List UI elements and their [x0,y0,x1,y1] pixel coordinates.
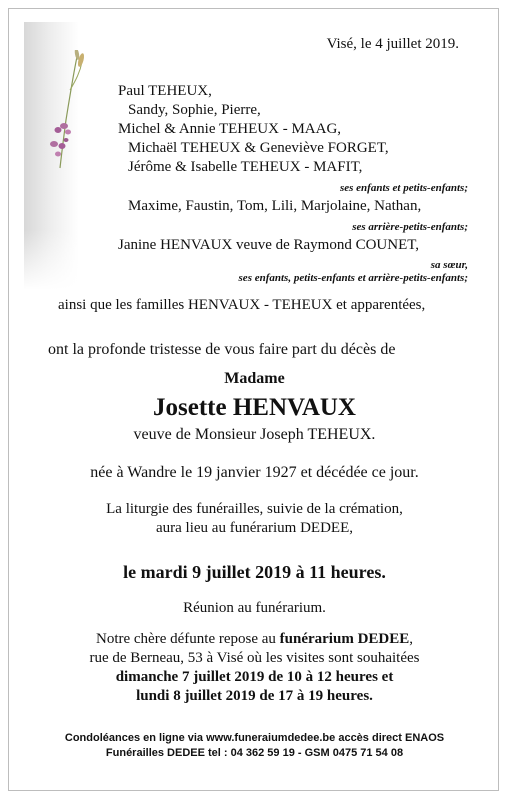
visits-slot-2: lundi 8 juillet 2019 de 17 à 19 heures. [136,688,373,704]
announcement: ont la profonde tristesse de vous faire part du décès de [48,341,396,358]
great-grandchildren-label: ses arrière-petits-enfants; [352,221,468,233]
family-line-5: Jérôme & Isabelle TEHEUX - MAFIT, [128,159,363,175]
family-line-3: Michel & Annie TEHEUX - MAAG, [118,121,342,137]
funeral-home-contact: Funérailles DEDEE tel : 04 362 59 19 - GSM 0475 71 54 08 [105,747,404,759]
deceased-title: Madame [224,370,285,387]
sister-family-label: ses enfants, petits-enfants et arrière-petits-enfants; [238,272,468,284]
birth-death: née à Wandre le 19 janvier 1927 et décédée ce jour. [90,464,419,481]
family-line-1: Paul TEHEUX, [118,83,212,99]
funerarium-name: funérarium DEDEE [279,631,410,647]
condolences-line: Condoléances en ligne via www.funeraiumdedee.be accès direct ENAOS [64,732,445,744]
meeting-note: Réunion au funérarium. [183,600,326,616]
widow-of: veuve de Monsieur Joseph TEHEUX. [133,426,376,443]
great-grandchildren: Maxime, Faustin, Tom, Lili, Marjolaine, Nathan, [128,198,422,214]
ceremony-line-2: aura lieu au funérarium DEDEE, [156,520,353,536]
families-line: ainsi que les familles HENVAUX - TEHEUX et apparentées, [58,297,426,313]
visits-intro: Notre chère défunte repose au funérarium DEDEE, [96,631,413,647]
visits-slot-1: dimanche 7 juillet 2019 de 10 à 12 heures et [115,669,394,685]
ceremony-datetime: le mardi 9 juillet 2019 à 11 heures. [123,562,386,582]
sister-label: sa sœur, [430,259,468,271]
place-and-date: Visé, le 4 juillet 2019. [326,36,459,52]
family-line-2: Sandy, Sophie, Pierre, [128,102,261,118]
visits-address: rue de Berneau, 53 à Visé où les visites sont souhaitées [89,650,420,666]
ceremony-line-1: La liturgie des funérailles, suivie de la crémation, [106,501,403,517]
children-label: ses enfants et petits-enfants; [339,182,468,194]
deceased-name: Josette HENVAUX [153,394,356,421]
wildflower-decoration-icon [40,50,90,170]
family-line-4: Michaël TEHEUX & Geneviève FORGET, [128,140,389,156]
sister-line: Janine HENVAUX veuve de Raymond COUNET, [118,237,420,253]
